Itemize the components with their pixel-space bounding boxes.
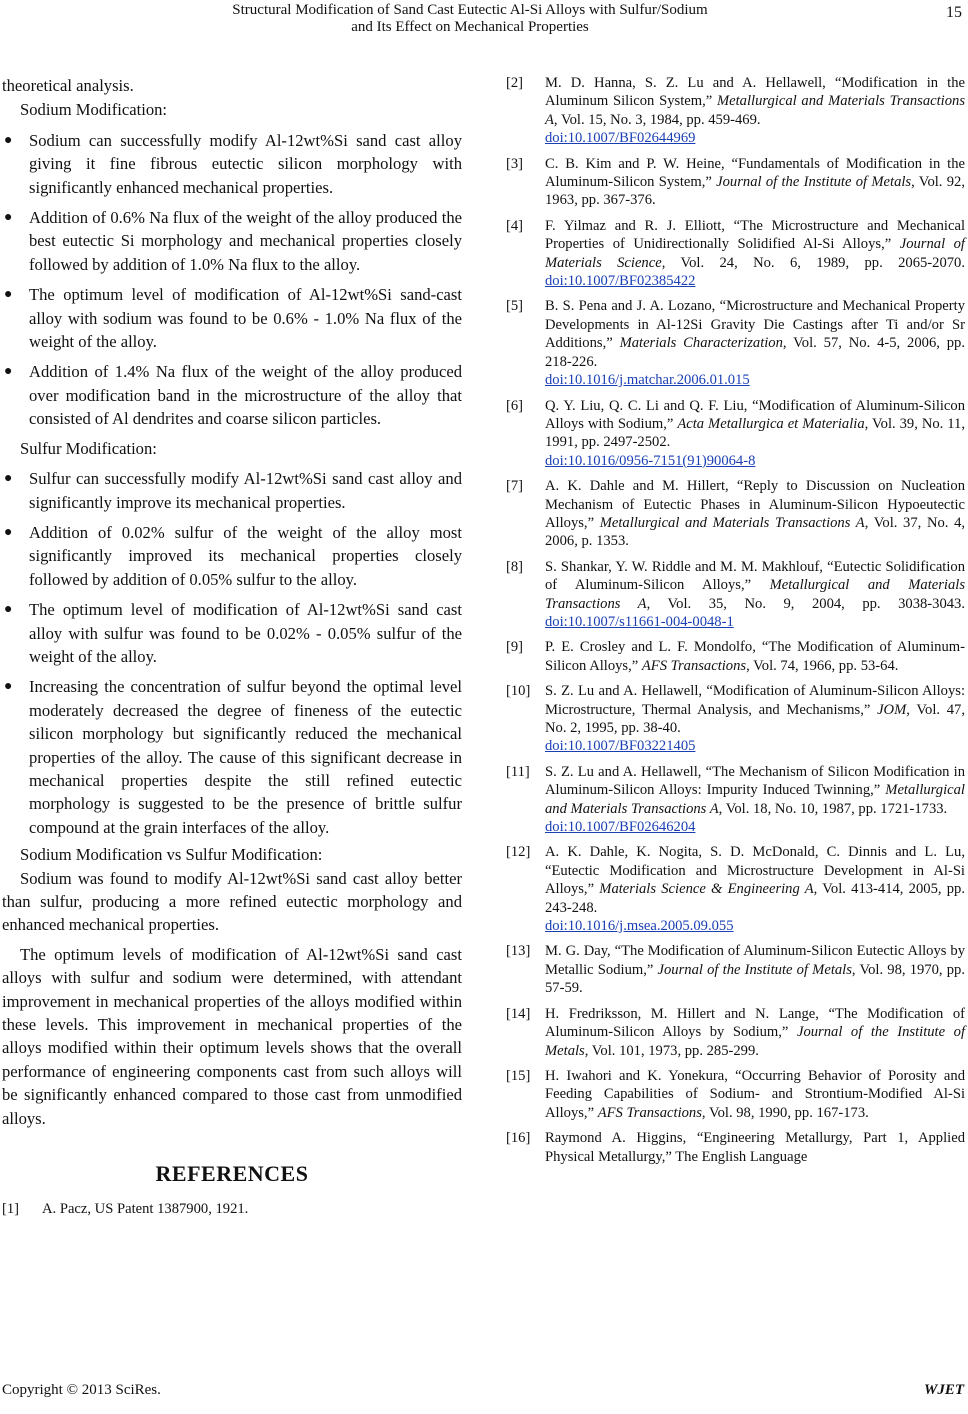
page-footer xyxy=(0,1382,968,1410)
reference-item xyxy=(506,682,965,756)
intro-text: theoretical analysis. xyxy=(2,76,134,95)
reference-item xyxy=(506,942,965,997)
page-header xyxy=(0,0,968,44)
bullet-icon: ● xyxy=(4,524,13,540)
reference-details: , Vol. 15, No. 3, 1984, pp. 459-469. xyxy=(553,111,761,128)
list-item: ● Sodium can successfully modify Al-12wt%Si sand cast alloy giving it fine fibrous eutectic silicon morphology with significantly enhanced mechanical properties. xyxy=(4,130,462,197)
sodium-bullet-list xyxy=(2,129,462,431)
reference-details: , Vol. 74, 1966, pp. 53-64. xyxy=(746,657,899,674)
reference-number: [8] xyxy=(506,558,524,575)
bullet-icon: ● xyxy=(4,210,13,226)
reference-number: [7] xyxy=(506,478,524,495)
reference-list xyxy=(506,74,965,1166)
reference-number: [4] xyxy=(506,217,524,234)
reference-item xyxy=(506,477,965,551)
reference-journal: AFS Transactions xyxy=(597,1104,702,1121)
reference-journal: Journal of the Institute of Metals xyxy=(657,961,852,978)
list-item: ● The optimum level of modification of Al-12wt%Si sand-cast alloy with sodium was found to be 0.6% - 1.0% Na flux of the weight of the alloy. xyxy=(4,285,462,352)
reference-number: [1] xyxy=(2,1201,20,1218)
reference-details: , Vol. 24, No. 6, 1989, pp. 2065-2070. xyxy=(661,254,965,271)
reference-text: P. E. Crosley and L. F. Mondolfo, “The Modification of Aluminum-Silicon Alloys,” xyxy=(545,639,965,674)
reference-text: H. Iwahori and K. Yonekura, “Occurring Behavior of Porosity and Feeding Capabilities of Sodium- and Strontium-Modified Al-Si Alloys,” xyxy=(545,1067,965,1121)
running-title xyxy=(150,2,790,36)
reference-details: , Vol. 57, No. 4-5, 2006, pp. 218-226. xyxy=(545,335,965,370)
list-item: ● Increasing the concentration of sulfur beyond the optimal level moderately decreased the degree of fineness of the eutectic silicon morphology but significantly reduced the mechanical properties of the alloy. The cause of this significant decrease in mechanical properties despite the still refined eutectic morphology is suggested to be the presence of brittle sulfur compound at the grain interfaces of the alloy. xyxy=(4,677,462,837)
doi-link[interactable]: doi:10.1007/BF02385422 xyxy=(545,273,696,290)
reference-number: [10] xyxy=(506,683,531,700)
conclusion-paragraph: The optimum levels of modification of Al-12wt%Si sand cast alloys with sulfur and sodium were determined, with attendant improvement in mechanical properties of the alloys modified within these levels. This improvement in mechanical properties of the alloys modified within their optimum levels shows that the overall performance of engineering components cast from such alloys will be significantly enhanced compared to those cast from unmodified alloys. xyxy=(2,944,462,1128)
reference-journal: Journal of the Institute of Metals xyxy=(545,1024,965,1059)
reference-details: , Vol. 39, No. 11, 1991, pp. 2497-2502. xyxy=(545,415,965,451)
reference-text: S. Z. Lu and A. Hellawell, “The Mechanism of Silicon Modification in Aluminum-Silicon Alloys: Impurity Induced Twinning,” xyxy=(545,763,965,799)
journal-abbrev: WJET xyxy=(923,1382,964,1398)
reference-details: , Vol. 413-414, 2005, pp. 243-248. xyxy=(545,881,965,916)
reference-journal: Materials Characterization xyxy=(619,335,783,352)
comparison-heading: Sodium Modification vs Sulfur Modification: xyxy=(20,845,323,865)
reference-text: A. K. Dahle, K. Nogita, S. D. McDonald, C. Dinnis and L. Lu, “Eutectic Modification and Microstructure Development in Al-Si Alloys,” xyxy=(545,844,965,898)
running-title-line2: and Its Effect on Mechanical Properties xyxy=(351,19,589,35)
reference-details: , Vol. 92, 1963, pp. 367-376. xyxy=(545,174,965,209)
reference-journal: AFS Transactions xyxy=(641,657,747,674)
reference-number: [6] xyxy=(506,397,524,414)
reference-journal: Metallurgical and Materials Transactions A xyxy=(545,93,966,128)
reference-details: , Vol. 98, 1970, pp. 57-59. xyxy=(545,961,965,997)
list-item: ● Addition of 1.4% Na flux of the weight of the alloy produced over modification band in the microstructure of the alloy that consisted of Al dendrites and coarse silicon particles. xyxy=(4,362,462,429)
copyright-text: Copyright © 2013 SciRes. xyxy=(2,1382,161,1398)
sulfur-heading: Sulfur Modification: xyxy=(20,438,157,458)
reference-journal: JOM xyxy=(877,701,907,718)
reference-journal: Metallurgical and Materials Transactions A xyxy=(545,782,965,817)
reference-number: [5] xyxy=(506,298,524,315)
reference-details: , Vol. 47, No. 2, 1995, pp. 38-40. xyxy=(545,701,965,736)
reference-number: [11] xyxy=(506,763,530,780)
reference-item xyxy=(506,217,965,291)
reference-number: [9] xyxy=(506,639,524,656)
reference-journal: Journal of Materials Science xyxy=(545,236,965,271)
bullet-icon: ● xyxy=(4,364,13,380)
reference-details: , Vol. 37, No. 4, 2006, p. 1353. xyxy=(545,514,966,550)
reference-item xyxy=(506,1129,965,1166)
reference-journal: Metallurgical and Materials Transactions A xyxy=(545,577,965,612)
doi-link[interactable]: doi:10.1016/j.matchar.2006.01.015 xyxy=(545,372,750,389)
reference-number: [12] xyxy=(506,844,531,861)
bullet-icon: ● xyxy=(4,287,13,303)
reference-item xyxy=(506,74,965,148)
reference-text: M. D. Hanna, S. Z. Lu and A. Hellawell, “Modification in the Aluminum Silicon System,” xyxy=(545,75,965,110)
reference-text: B. S. Pena and J. A. Lozano, “Microstructure and Mechanical Property Developments in Al-12Si Gravity Die Castings after Ti and/or Sr Additions,” xyxy=(545,298,965,352)
reference-item xyxy=(506,397,965,471)
sulfur-bullet-list xyxy=(2,467,462,839)
reference-item xyxy=(506,638,965,675)
reference-details: , Vol. 18, No. 10, 1987, pp. 1721-1733. xyxy=(718,800,948,817)
list-item: ● Addition of 0.6% Na flux of the weight of the alloy produced the best eutectic Si morphology and mechanical properties closely followed by addition of 1.0% Na flux to the alloy. xyxy=(4,208,462,274)
reference-item xyxy=(506,155,965,210)
reference-text: F. Yilmaz and R. J. Elliott, “The Microstructure and Mechanical Properties of Unidirectionally Solidified Al-Si Alloys,” xyxy=(545,217,965,253)
reference-item xyxy=(506,558,965,632)
reference-number: [16] xyxy=(506,1130,531,1147)
doi-link[interactable]: doi:10.1016/0956-7151(91)90064-8 xyxy=(545,452,756,469)
reference-details: , Vol. 35, No. 9, 2004, pp. 3038-3043. xyxy=(646,595,965,612)
bullet-icon: ● xyxy=(4,602,13,618)
reference-number: [2] xyxy=(506,75,524,91)
reference-text: Raymond A. Higgins, “Engineering Metallurgy, Part 1, Applied Physical Metallurgy,” The English Language xyxy=(545,1130,965,1165)
bullet-icon: ● xyxy=(4,132,13,148)
reference-text: M. G. Day, “The Modification of Aluminum-Silicon Eutectic Alloys by Metallic Sodium,” xyxy=(545,943,965,978)
reference-text: S. Shankar, Y. W. Riddle and M. M. Makhlouf, “Eutectic Solidification of Aluminum-Silicon Alloys,” xyxy=(545,558,965,594)
reference-details: , Vol. 98, 1990, pp. 167-173. xyxy=(701,1104,869,1121)
reference-item xyxy=(506,1067,965,1122)
reference-text: A. K. Dahle and M. Hillert, “Reply to Discussion on Nucleation Mechanism of Eutectic Phases in Aluminum-Silicon Hypoeutectic Alloys,” xyxy=(545,478,965,531)
doi-link[interactable]: doi:10.1007/s11661-004-0048-1 xyxy=(545,613,734,630)
running-title-line1: Structural Modification of Sand Cast Eutectic Al-Si Alloys with Sulfur/Sodium xyxy=(232,2,708,18)
references-heading: REFERENCES xyxy=(155,1161,309,1187)
sodium-heading: Sodium Modification: xyxy=(20,100,168,120)
reference-number: [14] xyxy=(506,1005,531,1022)
reference-number: [3] xyxy=(506,155,524,172)
doi-link[interactable]: doi:10.1016/j.msea.2005.09.055 xyxy=(545,918,734,935)
list-item: ● Sulfur can successfully modify Al-12wt%Si sand cast alloy and significantly improve its mechanical properties. xyxy=(4,469,462,512)
reference-journal: Materials Science & Engineering A xyxy=(599,881,814,898)
reference-number: [15] xyxy=(506,1067,531,1084)
bullet-icon: ● xyxy=(4,471,13,487)
doi-link[interactable]: doi:10.1007/BF02644969 xyxy=(545,130,696,147)
reference-item xyxy=(506,763,965,837)
reference-number: [13] xyxy=(506,943,531,960)
reference-journal: Metallurgical and Materials Transactions A xyxy=(599,514,865,531)
reference-item xyxy=(506,297,965,389)
reference-details: , Vol. 101, 1973, pp. 285-299. xyxy=(584,1042,759,1059)
reference-text: S. Z. Lu and A. Hellawell, “Modification of Aluminum-Silicon Alloys: Microstructure, Thermal Analysis, and Mechanisms,” xyxy=(545,683,965,718)
list-item: ● The optimum level of modification of Al-12wt%Si sand cast alloy with sulfur was found to be 0.02% - 0.05% sulfur of the weight of the alloy. xyxy=(4,600,462,666)
bullet-icon: ● xyxy=(4,679,13,695)
reference-journal: Journal of the Institute of Metals xyxy=(716,174,912,191)
reference-journal: Acta Metallurgica et Materialia xyxy=(677,415,865,432)
doi-link[interactable]: doi:10.1007/BF02646204 xyxy=(545,819,696,836)
comparison-paragraph: Sodium was found to modify Al-12wt%Si sand cast alloy better than sulfur, producing a more refined eutectic morphology and enhanced mechanical properties. xyxy=(2,868,462,935)
reference-item xyxy=(2,1200,462,1218)
reference-text: Q. Y. Liu, Q. C. Li and Q. F. Liu, “Modification of Aluminum-Silicon Alloys with Sodium,” xyxy=(545,397,965,432)
reference-text: A. Pacz, US Patent 1387900, 1921. xyxy=(42,1201,249,1218)
doi-link[interactable]: doi:10.1007/BF03221405 xyxy=(545,738,696,755)
reference-text: C. B. Kim and P. W. Heine, “Fundamentals of Modification in the Aluminum-Silicon System,” xyxy=(545,155,965,191)
list-item: ● Addition of 0.02% sulfur of the weight of the alloy most significantly improved its mechanical properties closely followed by addition of 0.05% sulfur to the alloy. xyxy=(4,522,462,589)
reference-item xyxy=(506,1005,965,1060)
right-column xyxy=(506,74,965,1173)
reference-item xyxy=(506,843,965,935)
left-column xyxy=(2,74,462,1225)
page-number: 15 xyxy=(946,4,962,21)
reference-text: H. Fredriksson, M. Hillert and N. Lange, “The Modification of Aluminum-Silicon Alloys by Sodium,” xyxy=(545,1005,965,1041)
